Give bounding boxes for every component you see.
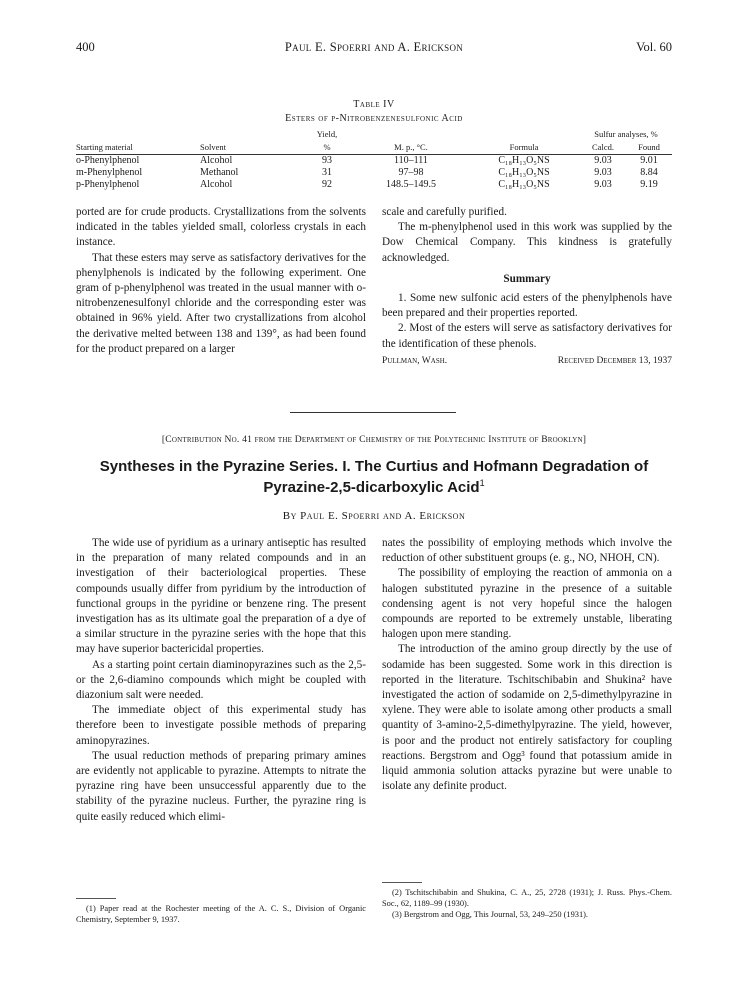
mp-header: M. p., °C. xyxy=(394,142,428,152)
page-number: 400 xyxy=(76,40,95,54)
table-cell: m-Phenylphenol xyxy=(76,167,143,178)
contribution-line: [Contribution No. 41 from the Department of Chemistry of the Polytechnic Institute of Brooklyn] xyxy=(161,434,587,445)
article-divider xyxy=(290,412,456,413)
footnote-left xyxy=(76,903,366,925)
table-cell: C₁₈H₁₃O₅NS xyxy=(498,179,550,190)
body-right-column xyxy=(382,536,672,794)
paragraph: The wide use of pyridium as a urinary antiseptic has resulted in the preparation of many related compounds and in an investigation of their bacteriological properties. These compounds usually differ from pyridium by the introduction of functional groups in the pyridine or benzene ring. The present investigation has as its ultimate goal the preparation of a dye of a similar structure in the pyrazine series with the hope that this may have superior bactericidal properties. xyxy=(76,537,366,656)
table-cell: 9.03 xyxy=(594,167,612,178)
table-cell: 93 xyxy=(322,155,332,166)
body-left-column xyxy=(76,536,366,825)
table-cell: C₁₈H₁₃O₅NS xyxy=(498,155,550,166)
formula-header: Formula xyxy=(509,142,539,152)
paragraph: That these esters may serve as satisfactory derivatives for the phenylphenols is indicated by the following experiment. One gram of p-phenylphenol was treated in the usual manner with o-nitrobenzenesulfonyl chloride and the corresponding ester was obtained in 96% yield. After two crystallizations from alcohol the derivative melted between 138 and 139°, as had been found for the product prepared on a larger xyxy=(76,251,366,355)
title-text: Pyrazine-2,5-dicarboxylic Acid xyxy=(263,479,480,496)
top-right-column xyxy=(382,205,672,369)
footnote-right xyxy=(382,887,672,920)
footnote-rule xyxy=(76,898,116,899)
byline: By Paul E. Spoerri and A. Erickson xyxy=(282,510,466,522)
dateline xyxy=(382,354,672,369)
sulfur-header: Sulfur analyses, % xyxy=(594,129,658,139)
footnote: (2) Tschitschibabin and Shukina, C. A., 25, 2728 (1931); J. Russ. Phys.-Chem. Soc., 62, 1189–99 (1930). xyxy=(382,888,672,908)
table-cell: C₁₈H₁₃O₅NS xyxy=(498,167,550,178)
esters-table xyxy=(76,128,672,191)
table-cell: 9.03 xyxy=(594,155,612,166)
table-cell: o-Phenylphenol xyxy=(76,155,140,166)
paragraph: The immediate object of this experimental study has therefore been to investigate possible methods of preparing aminopyrazines. xyxy=(76,704,366,747)
place: Pullman, Wash. xyxy=(382,355,448,366)
footnote: (1) Paper read at the Rochester meeting of the A. C. S., Division of Organic Chemistry, September 9, 1937. xyxy=(76,904,366,924)
table-cell: Alcohol xyxy=(200,155,233,166)
title-line-2 xyxy=(76,475,672,496)
table-title: Esters of p-Nitrobenzenesulfonic Acid xyxy=(285,113,463,124)
paragraph: The possibility of employing the reaction of ammonia on a halogen substituted pyrazine in the presence of a suitable condensing agent is not very hopeful since the halogen compounds are reported to be extremely unstable, liberating halogen upon mere standing. xyxy=(382,567,672,641)
footnote: (3) Bergstrom and Ogg, This Journal, 53, 249–250 (1931). xyxy=(392,910,589,919)
summary-item: 1. Some new sulfonic acid esters of the phenylphenols have been prepared and their properties reported. xyxy=(382,292,672,320)
summary-heading: Summary xyxy=(503,272,551,285)
paragraph: As a starting point certain diaminopyrazines such as the 2,5- or the 2,6-diamino compounds which might be coupled with diazonium salt were needed. xyxy=(76,658,366,702)
paragraph: The introduction of the amino group directly by the use of sodamide has been suggested. Some work in this direction is reported in the literature. Tschitschibabin and Shukina² have investigated the action of sodamide on 2,5-dimethylpyrazine in xylene. They were able to isolate among other products a small quantity of 3-amino-2,5-dimethylpyrazine. The yield, however, is poor and the product not entirely satisfactory for coupling reactions. Bergstrom and Ogg³ found that potassium amide in liquid ammonia solution attacks pyrazine but were unable to isolate any definite product. xyxy=(382,643,672,793)
table-cell: 31 xyxy=(322,167,332,178)
calcd-header: Calcd. xyxy=(592,142,614,152)
found-header: Found xyxy=(638,142,660,152)
paragraph: ported are for crude products. Crystallizations from the solvents indicated in the tables yielded small, colorless crystals in each instance. xyxy=(76,206,366,249)
paragraph: The m-phenylphenol used in this work was supplied by the Dow Chemical Company. This kindness is gratefully acknowledged. xyxy=(382,221,672,264)
table-row xyxy=(76,167,672,179)
table-cell: 9.01 xyxy=(640,155,658,166)
table-cell: Alcohol xyxy=(200,179,233,190)
table-cell: 92 xyxy=(322,179,332,190)
table-header-row xyxy=(76,141,672,155)
table-cell: 9.03 xyxy=(594,179,612,190)
received-date: Received December 13, 1937 xyxy=(557,355,672,366)
running-authors: Paul E. Spoerri and A. Erickson xyxy=(284,40,464,54)
material-header: Starting material xyxy=(76,142,133,152)
yield-header: Yield, xyxy=(316,129,338,139)
table-caption: Table IV xyxy=(353,99,395,110)
running-header xyxy=(76,40,672,58)
table-cell: 110–111 xyxy=(394,155,428,166)
table-row xyxy=(76,155,672,167)
volume-label: Vol. 60 xyxy=(636,40,672,54)
paragraph: The usual reduction methods of preparing primary amines are evidently not applicable to pyrazine. Attempts to nitrate the pyrazine ring have been unsuccessful apparently due to the stability of the pyrazine nucleus. Further, the pyrazine ring is quite easily reduced which elimi- xyxy=(76,749,366,823)
top-left-column xyxy=(76,205,366,357)
footnote-ref: 1 xyxy=(479,478,485,488)
table-cell: Methanol xyxy=(200,167,239,178)
table-cell: 148.5–149.5 xyxy=(386,179,436,190)
summary-item: 2. Most of the esters will serve as satisfactory derivatives for the identification of these phenols. xyxy=(382,322,672,350)
paragraph: nates the possibility of employing methods which involve the reduction of other substituent groups (e. g., NO, NHOH, CN). xyxy=(382,537,672,565)
footnote-rule xyxy=(382,882,422,883)
table-cell: 9.19 xyxy=(640,179,658,190)
title-line-1: Syntheses in the Pyrazine Series. I. The Curtius and Hofmann Degradation of xyxy=(99,458,649,475)
solvent-header: Solvent xyxy=(200,142,226,152)
table-cell: p-Phenylphenol xyxy=(76,179,140,190)
article-title xyxy=(76,458,672,496)
yield-unit-header: % xyxy=(323,142,331,152)
table-row xyxy=(76,179,672,191)
table-header-top xyxy=(76,128,672,141)
table-cell: 8.84 xyxy=(640,167,658,178)
paragraph: scale and carefully purified. xyxy=(382,206,507,218)
table-cell: 97–98 xyxy=(398,167,424,178)
